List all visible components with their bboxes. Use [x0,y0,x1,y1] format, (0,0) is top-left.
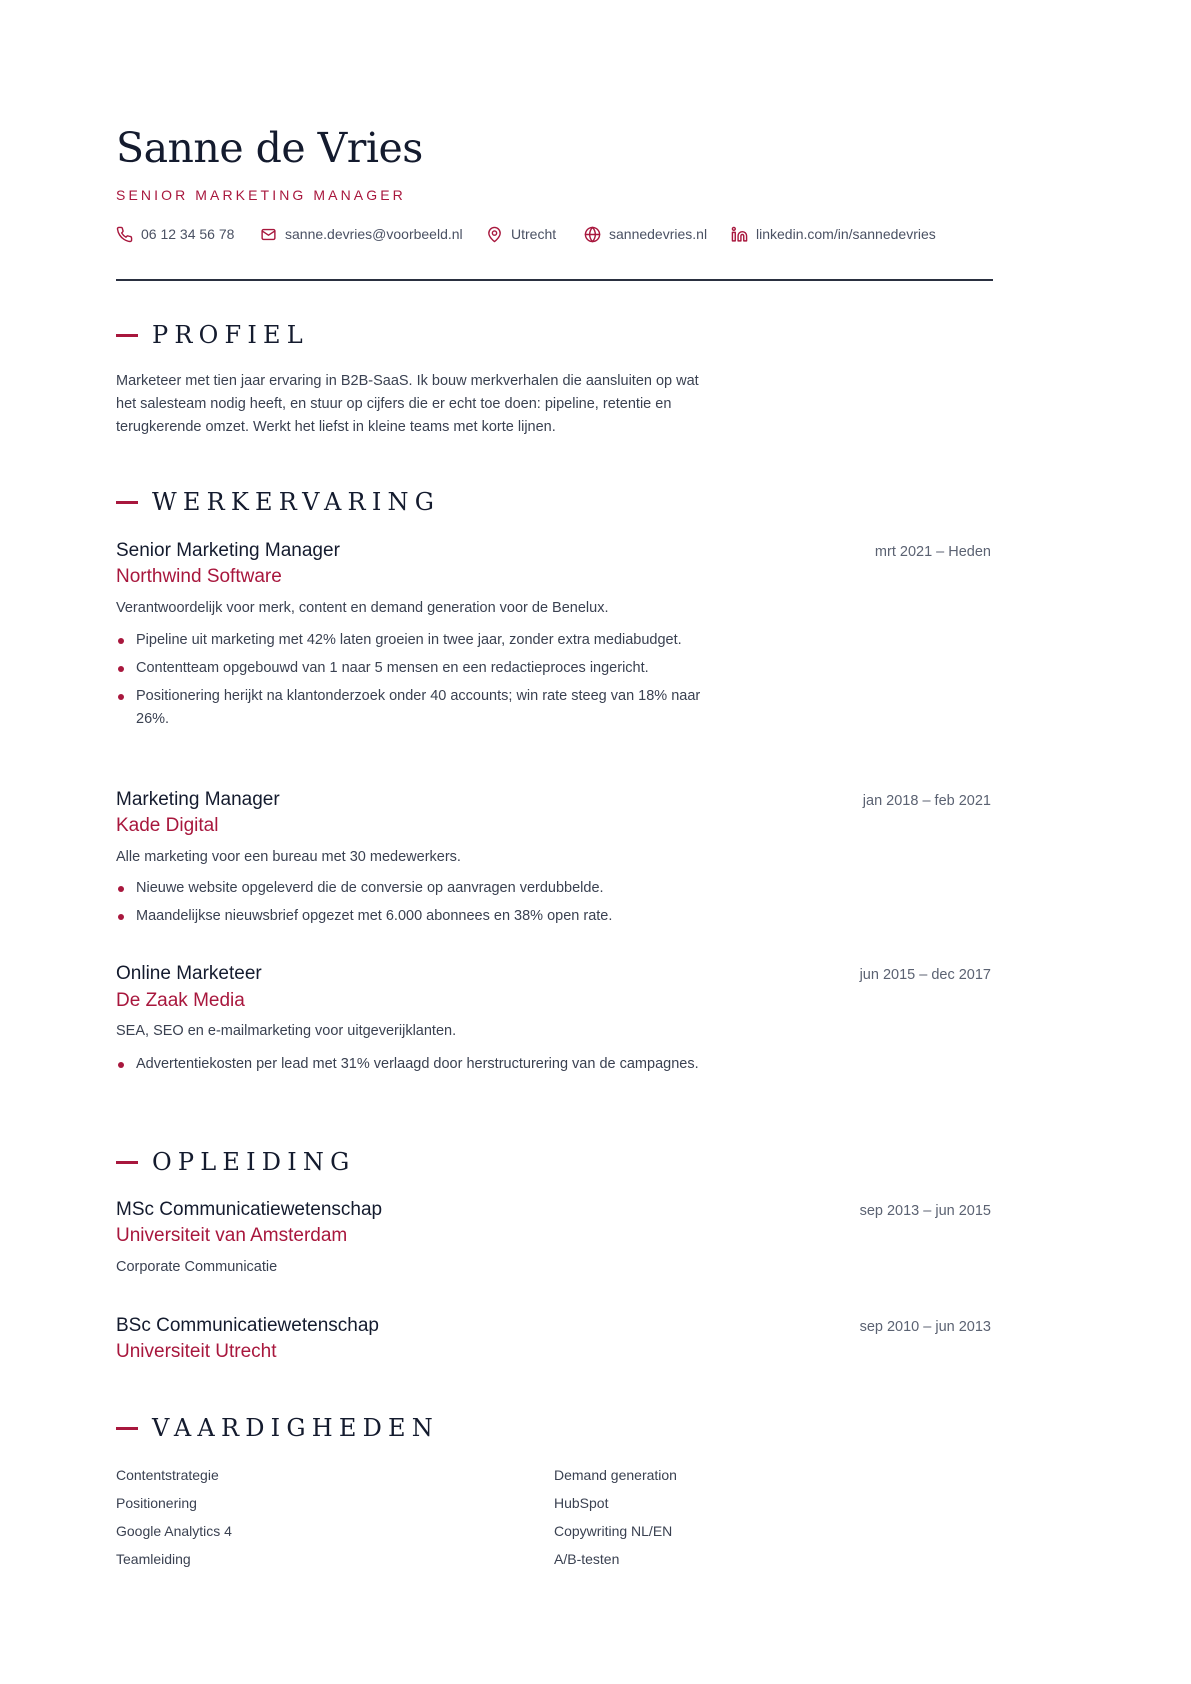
location-pin-icon [486,226,503,243]
job-company: Kade Digital [116,815,219,836]
bullet-dot [118,1062,124,1068]
heading-accent-dash [116,501,138,504]
education-school: Universiteit Utrecht [116,1341,277,1362]
bullet-text: Contentteam opgebouwd van 1 naar 5 mensen en een redactieproces ingericht. [136,660,649,676]
education-period: sep 2010 – jun 2013 [859,1319,991,1335]
section-title: VAARDIGHEDEN [152,1414,439,1442]
education-degree: BSc Communicatiewetenschap [116,1315,379,1336]
mail-icon [260,226,277,243]
bullet-text: Advertentiekosten per lead met 31% verlaagd door herstructurering van de campagnes. [136,1056,699,1072]
bullet-text: Maandelijkse nieuwsbrief opgezet met 6.000 abonnees en 38% open rate. [136,908,613,924]
heading-accent-dash [116,1161,138,1164]
skill-item: Teamleiding [116,1551,191,1567]
education-degree: MSc Communicatiewetenschap [116,1199,383,1220]
bullet-dot [118,694,124,700]
heading-accent-dash [116,334,138,337]
job-period: jan 2018 – feb 2021 [862,793,991,809]
section-heading-education [116,1147,355,1177]
job-title: Senior Marketing Manager [116,540,340,561]
job-description: SEA, SEO en e-mailmarketing voor uitgeverijklanten. [116,1023,457,1039]
candidate-name: Sanne de Vries [116,124,423,172]
contact-email-text: sanne.devries@voorbeeld.nl [285,226,463,242]
bullet-text: Pipeline uit marketing met 42% laten groeien in twee jaar, zonder extra mediabudget. [136,632,682,648]
bullet-text: Nieuwe website opgeleverd die de conversie op aanvragen verdubbelde. [136,880,604,896]
job-company: Northwind Software [116,566,282,587]
bullet-dot [118,638,124,644]
bullet-text: Positionering herijkt na klantonderzoek onder 40 accounts; win rate steeg van 18% naar 26%. [136,688,701,727]
job-company: De Zaak Media [116,990,245,1011]
section-title: PROFIEL [152,321,309,349]
job-title: Marketing Manager [116,789,280,810]
job-achievements [116,629,716,736]
list-item [116,657,716,680]
list-item [116,905,716,928]
education-detail: Corporate Communicatie [116,1259,278,1275]
contact-phone-text: 06 12 34 56 78 [141,226,235,242]
job-period: mrt 2021 – Heden [874,544,991,560]
contact-location [486,224,556,244]
bullet-dot [118,886,124,892]
job-title: Online Marketeer [116,963,262,984]
skill-item: Positionering [116,1495,197,1511]
globe-icon [584,226,601,243]
skill-item: Copywriting NL/EN [554,1523,673,1539]
education-period: sep 2013 – jun 2015 [859,1203,991,1219]
skill-item: Demand generation [554,1467,677,1483]
contact-website[interactable] [584,224,707,244]
section-title: OPLEIDING [152,1148,356,1176]
bullet-dot [118,914,124,920]
job-description: Verantwoordelijk voor merk, content en demand generation voor de Benelux. [116,600,609,616]
contact-phone[interactable] [116,224,234,244]
profile-text: Marketeer met tien jaar ervaring in B2B-SaaS. Ik bouw merkverhalen die aansluiten op wat het salesteam nodig heeft, en stuur op cijfers die er echt toe doen: pipeline, retentie en terugkerende omzet. Werkt het liefst in kleine teams met korte lijnen. [116,373,699,435]
contact-linkedin-text: linkedin.com/in/sannedevries [756,226,936,242]
education-school: Universiteit van Amsterdam [116,1225,348,1246]
contact-website-text: sannedevries.nl [609,226,708,242]
section-heading-profile [116,320,309,350]
section-heading-skills [116,1413,439,1443]
section-heading-experience [116,487,440,517]
list-item [116,685,716,731]
linkedin-icon [731,226,748,243]
contact-location-text: Utrecht [511,226,557,242]
heading-accent-dash [116,1427,138,1430]
header-divider [116,279,993,281]
job-description: Alle marketing voor een bureau met 30 medewerkers. [116,849,461,865]
candidate-role: SENIOR MARKETING MANAGER [116,187,406,203]
job-achievements [116,877,716,933]
section-title: WERKERVARING [152,488,441,516]
skill-item: HubSpot [554,1495,609,1511]
contact-bar [116,224,993,244]
job-achievements [116,1053,716,1081]
contact-email[interactable] [260,224,463,244]
list-item [116,629,716,652]
skill-item: A/B-testen [554,1551,620,1567]
bullet-dot [118,666,124,672]
list-item [116,1053,716,1076]
skill-item: Contentstrategie [116,1467,219,1483]
skill-item: Google Analytics 4 [116,1523,232,1539]
job-period: jun 2015 – dec 2017 [859,967,991,983]
list-item [116,877,716,900]
phone-icon [116,226,133,243]
contact-linkedin[interactable] [731,224,936,244]
